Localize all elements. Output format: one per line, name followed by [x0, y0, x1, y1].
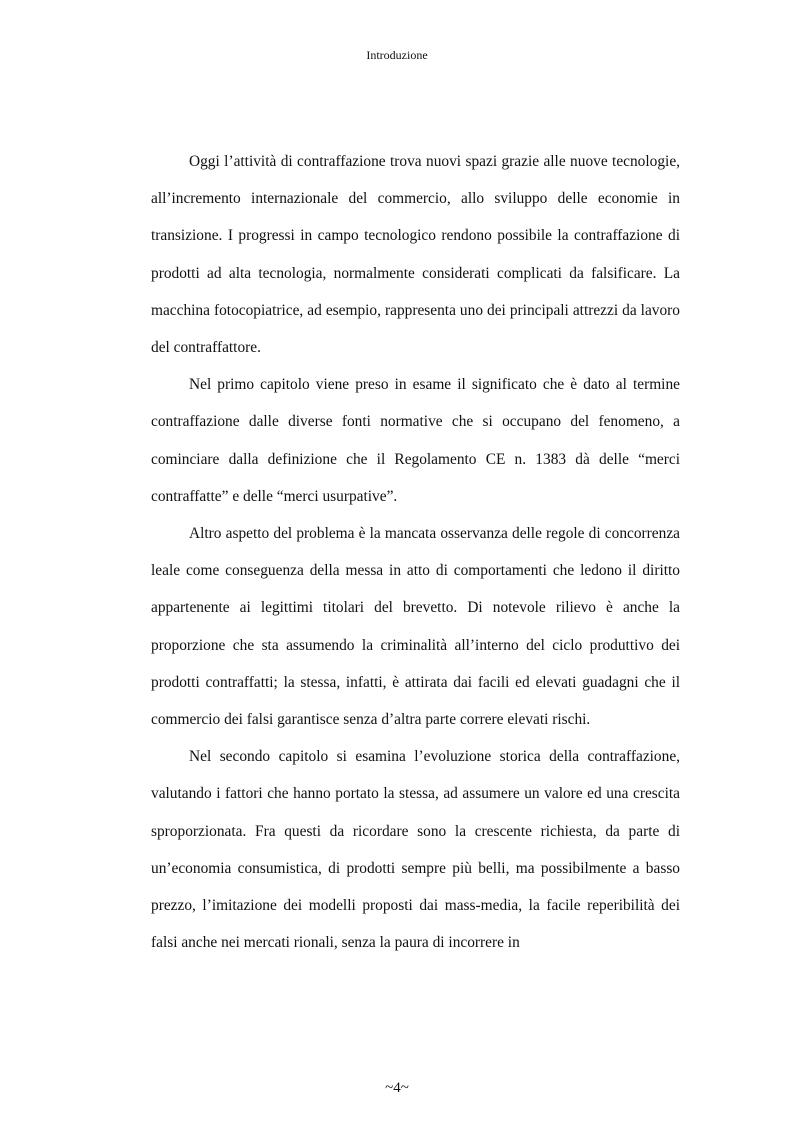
- paragraph-chapter-two: Nel secondo capitolo si esamina l’evoluzione storica della contraffazione, valutando i fattori che hanno portato la stessa, ad assumere un valore ed una crescita sproporzionata. Fra questi da ricordare sono la crescente richiesta, da parte di un’economia consumistica, di prodotti sempre più belli, ma possibilmente a basso prezzo, l’imitazione dei modelli proposti dai mass-media, la facile reperibilità dei falsi anche nei mercati rionali, senza la paura di incorrere in: [151, 748, 680, 952]
- paragraph-competition: Altro aspetto del problema è la mancata osservanza delle regole di concorrenza leale come conseguenza della messa in atto di comportamenti che ledono il diritto appartenente ai legittimi titolari del brevetto. Di notevole rilievo è anche la proporzione che sta assumendo la criminalità all’interno del ciclo produttivo dei prodotti contraffatti; la stessa, infatti, è attirata dai facili ed elevati guadagni che il commercio dei falsi garantisce senza d’altra parte correre elevati rischi.: [151, 525, 680, 729]
- running-header: Introduzione: [366, 48, 428, 62]
- paragraph-intro: Oggi l’attività di contraffazione trova nuovi spazi grazie alle nuove tecnologie, all’incremento internazionale del commercio, allo sviluppo delle economie in transizione. I progressi in campo tecnologico rendono possibile la contraffazione di prodotti ad alta tecnologia, normalmente considerati complicati da falsificare. La macchina fotocopiatrice, ad esempio, rappresenta uno dei principali attrezzi da lavoro del contraffattore.: [151, 153, 680, 357]
- body-text: [151, 143, 680, 961]
- paragraph-chapter-one: Nel primo capitolo viene preso in esame il significato che è dato al termine contraffazione dalle diverse fonti normative che si occupano del fenomeno, a cominciare dalla definizione che il Regolamento CE n. 1383 dà delle “merci contraffatte” e delle “merci usurpative”.: [151, 376, 680, 505]
- page-number: ~4~: [385, 1080, 409, 1096]
